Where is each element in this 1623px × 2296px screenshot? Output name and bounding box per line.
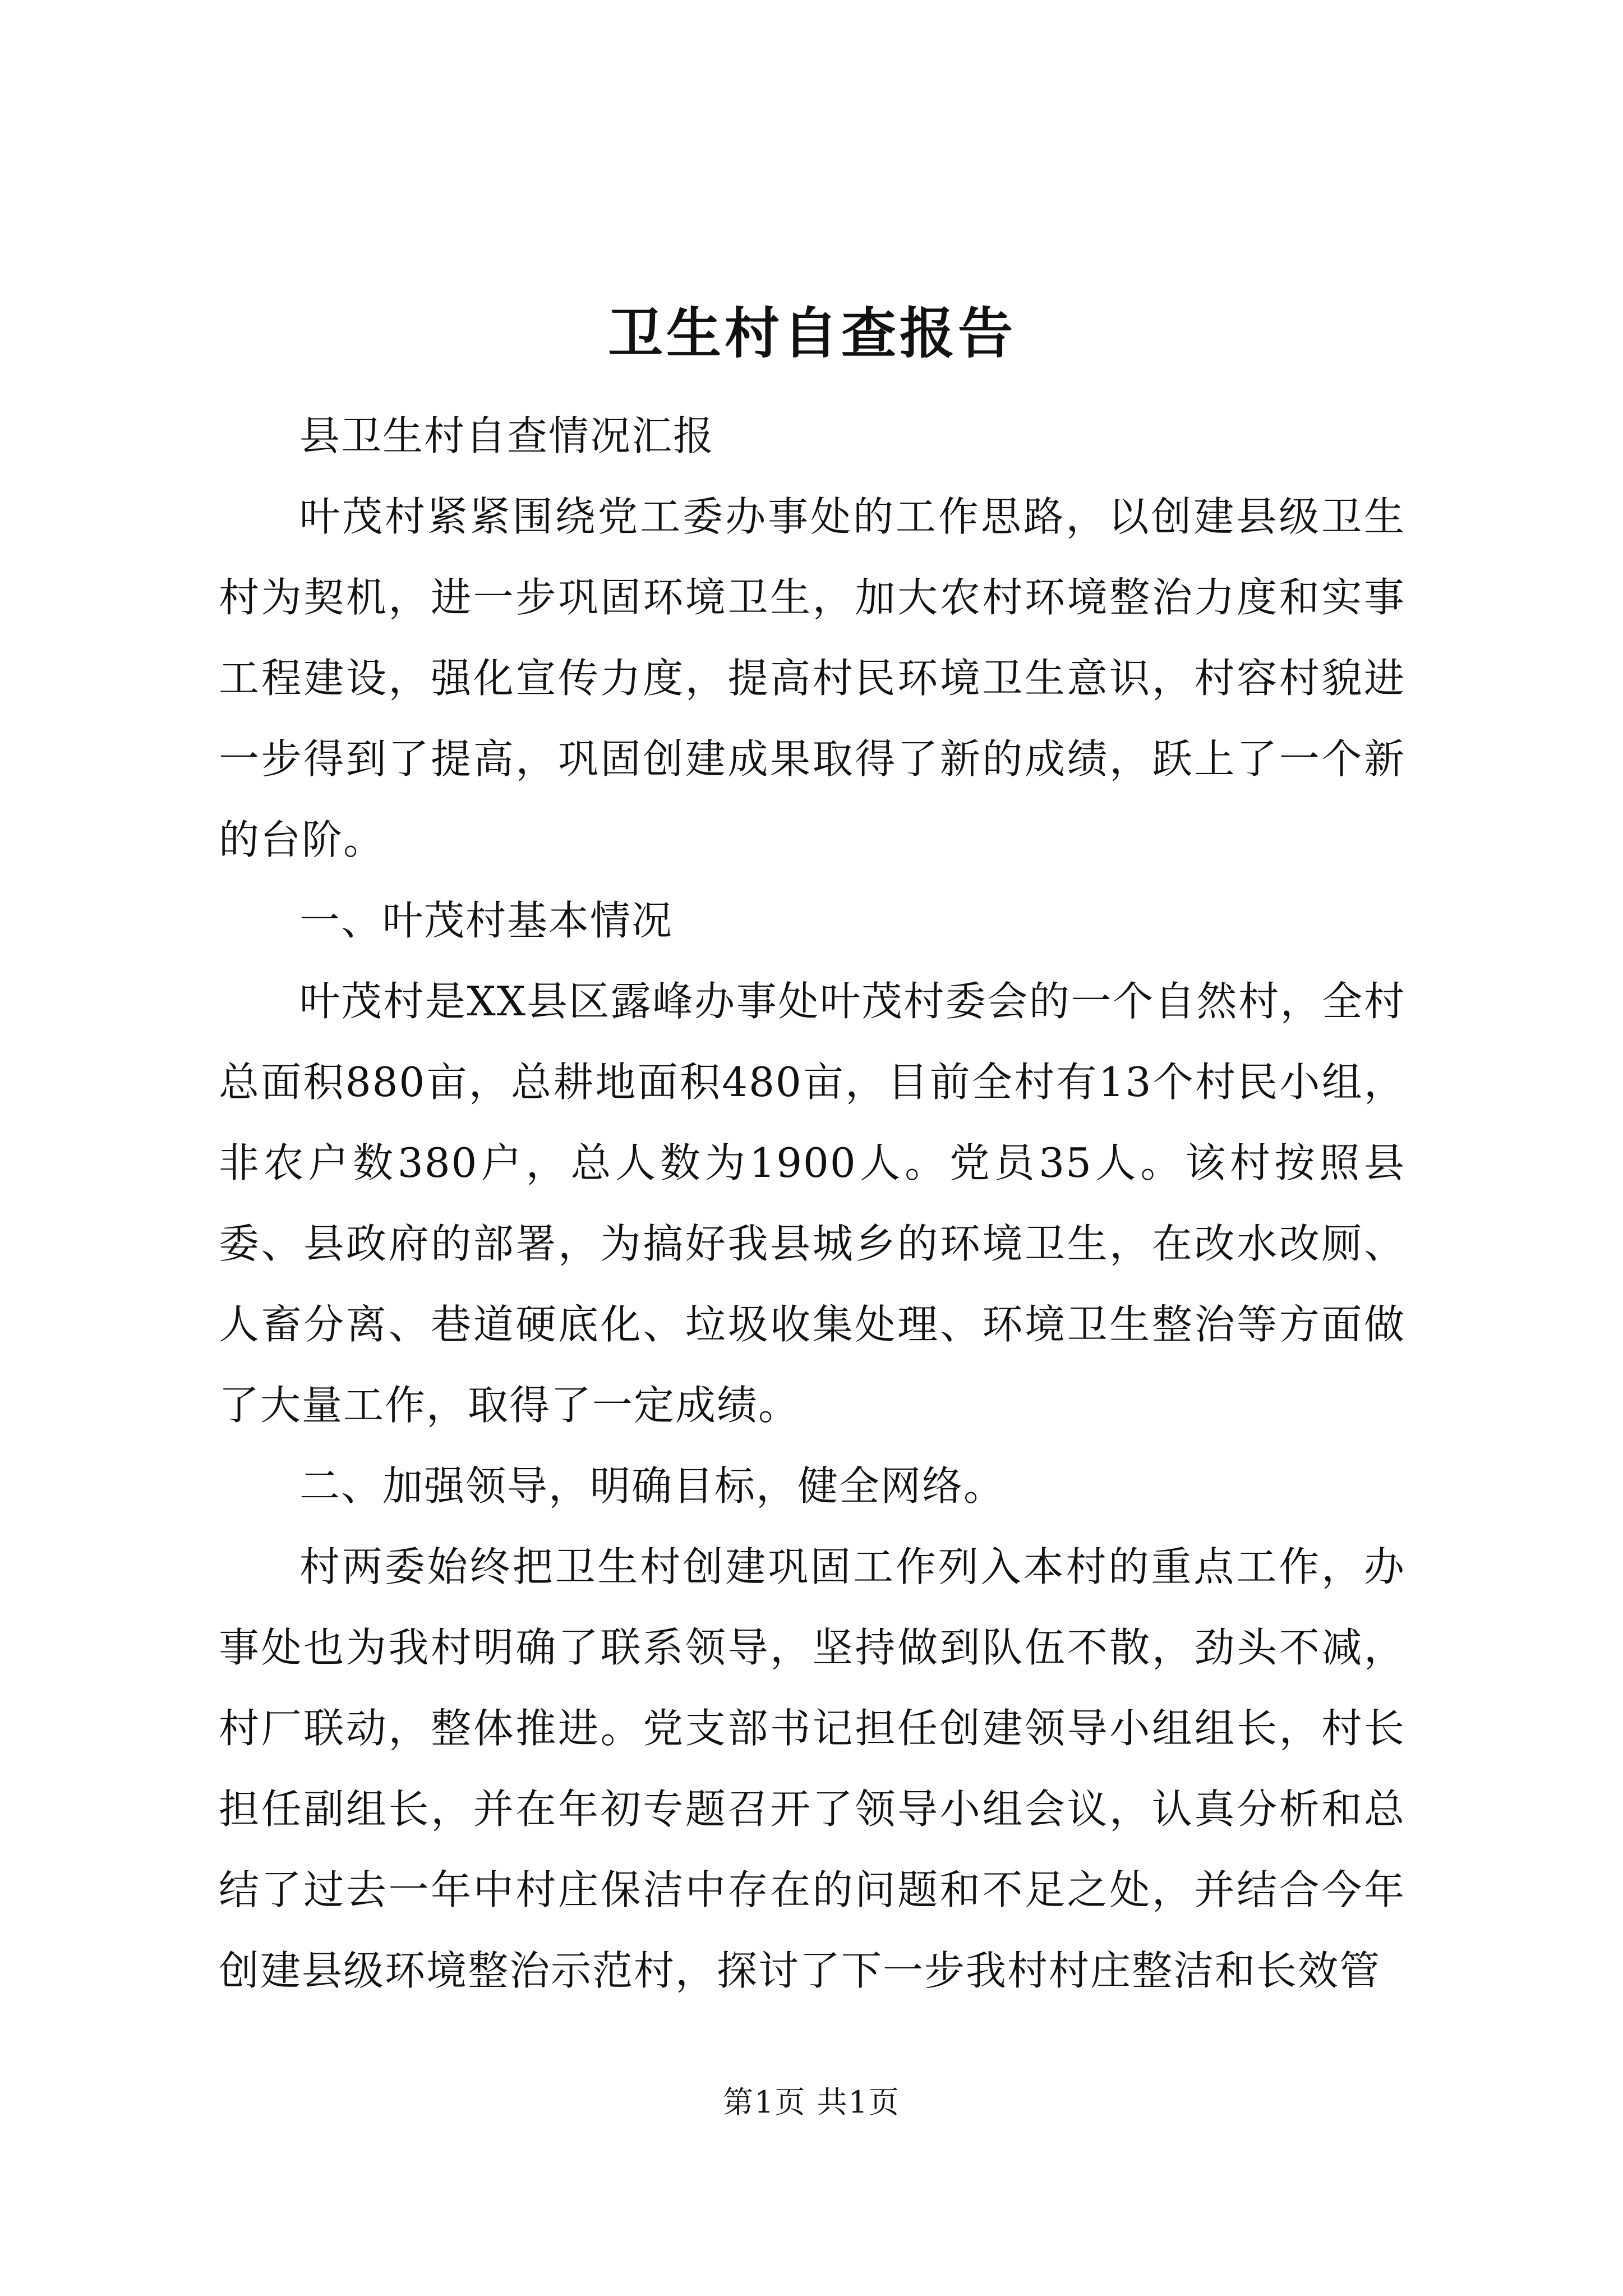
- paragraph-intro: 叶茂村紧紧围绕党工委办事处的工作思路，以创建县级卫生村为契机，进一步巩固环境卫生，加大农村环境整治力度和实事工程建设，强化宣传力度，提高村民环境卫生意识，村容村貌进一步得到了提高，巩固创建成果取得了新的成绩，跃上了一个新的台阶。: [219, 493, 1405, 863]
- document-subtitle: 县卫生村自查情况汇报: [299, 412, 715, 459]
- paragraph-leadership: 村两委始终把卫生村创建巩固工作列入本村的重点工作，办事处也为我村明确了联系领导，坚持做到队伍不散，劲头不减，村厂联动，整体推进。党支部书记担任创建领导小组组长，村长担任副组长，并在年初专题召开了领导小组会议，认真分析和总结了过去一年中村庄保洁中存在的问题和不足之处，并结合今年创建县级环境整治示范村，探讨了下一步我村村庄整洁和长效管: [219, 1543, 1405, 1994]
- section-heading-leadership: 二、加强领导，明确目标，健全网络。: [299, 1462, 1006, 1510]
- paragraph-basic-info: 叶茂村是XX县区露峰办事处叶茂村委会的一个自然村，全村总面积880亩，总耕地面积480亩，目前全村有13个村民小组，非农户数380户，总人数为1900人。党员35人。该村按照县委、县政府的部署，为搞好我县城乡的环境卫生，在改水改厕、人畜分离、巷道硬底化、垃圾收集处理、环境卫生整治等方面做了大量工作，取得了一定成绩。: [219, 978, 1405, 1429]
- document-title: 卫生村自查报告: [607, 301, 1016, 366]
- section-heading-basic-info: 一、叶茂村基本情况: [299, 897, 674, 944]
- page-number-footer: 第1页 共1页: [723, 2085, 900, 2120]
- document-body: [219, 283, 1405, 2011]
